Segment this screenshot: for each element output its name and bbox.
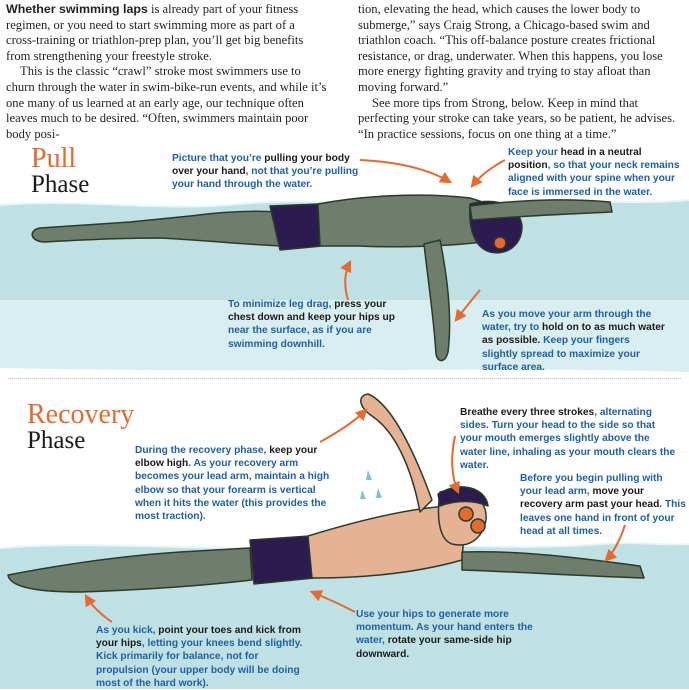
caption-text-bold: . [537, 335, 544, 347]
caption-text-blue: Picture that you’re [172, 153, 265, 164]
section-divider [8, 378, 681, 379]
article-paragraph: This is the classic “crawl” stroke most swimmers use to churn through the water in swim-bike-run events, and while it’s one many of us learned at an early age, our technique often leaves much to be desired. “Often, swimmers maintain poor body posi- [6, 64, 327, 141]
phase-title-word-1: Recovery [27, 399, 135, 430]
caption-text-bold: move your recovery arm past your head [520, 486, 660, 511]
caption-text-blue: To minimize leg drag, [228, 299, 335, 310]
recovery-arrow-1 [320, 410, 366, 442]
caption-text-bold: keep your elbow high [135, 445, 318, 470]
pull-tip-2 [508, 146, 686, 199]
caption-text-blue: , [245, 166, 252, 178]
pull-tip-3 [228, 298, 410, 351]
recovery-tip-4 [356, 608, 558, 661]
caption-text-blue: Before you begin pulling with your lead arm, [520, 473, 663, 498]
caption-text-blue: . This leaves one hand in front of your head at all times. [520, 499, 686, 537]
caption-text-bold: point your toes and kick from your hips [96, 625, 301, 650]
pull-phase-heading [31, 143, 90, 198]
caption-text-blue: , so that your neck remains aligned with your spine when your face is immersed in the water. [508, 160, 680, 198]
caption-text-bold: hold on to as much water as possible [482, 322, 665, 347]
article-paragraph: tion, elevating the head, which causes the lower body to submerge,” says Craig Strong, a Chicago-based swim and triathlon coach. “This off-balance posture creates frictional resistance, or drag, underwater. When this happens, you lose more energy fighting gravity and trying to stay afloat than moving forward.” [358, 2, 663, 94]
caption-text-blue: Keep your fingers slightly spread to maximize your surface area. [482, 335, 640, 373]
water-splash [360, 470, 382, 499]
caption-text-blue: near the surface, as if you are swimming downhill. [228, 325, 372, 350]
pull-tip-1 [172, 152, 364, 192]
caption-text-blue: , letting your knees bend slightly. Kick primarily for balance, not for propulsion (your upper body will be doing most of the hard work). [96, 638, 303, 689]
caption-text-blue: try to [513, 322, 543, 334]
caption-text-bold: head in a neutral position [508, 147, 642, 172]
article-lead-in: Whether swimming laps [6, 2, 148, 16]
caption-text-blue: Keep your [508, 147, 561, 158]
phase-title-word-1: Pull [31, 143, 77, 174]
pull-arrow-2 [472, 160, 505, 186]
recovery-tip-1 [135, 444, 343, 523]
caption-text-bold: pulling your body over your hand [172, 153, 350, 178]
recovery-tip-5 [96, 624, 308, 690]
phase-title-word-2: Phase [27, 426, 86, 454]
article-text: is already part of your fitness regimen, or you need to start swimming more as part of a cross-training or triathlon-prep plan, you’ll get big benefits from strengthening your freestyle stroke. [6, 2, 304, 63]
recovery-arrow-2 [452, 436, 458, 492]
recovery-tip-3 [520, 472, 686, 538]
caption-text-blue: , alternating sides. Turn your head to the side so that your mouth emerges slightly above the water line, inhaling as your mouth clears the water. [460, 407, 676, 471]
caption-text-bold: Breathe every three strokes [460, 407, 595, 418]
caption-text-bold: press your chest down and keep your hips up [228, 299, 395, 324]
caption-text-bold: rotate your same-side hip downward. [356, 635, 512, 660]
pull-arrow-1 [360, 160, 450, 182]
phase-title-word-2: Phase [31, 170, 90, 198]
caption-text-blue: not that you’re pulling your hand through the water. [172, 166, 359, 191]
caption-text-blue: As you move your arm through the water, [482, 309, 652, 334]
caption-text-blue: During the recovery phase, [135, 445, 270, 456]
caption-text-blue: Use your hips to generate more momentum. [356, 609, 509, 634]
recovery-phase-heading [27, 399, 135, 454]
caption-text-blue: As your hand enters the water, [356, 622, 533, 647]
pull-tip-4 [482, 308, 668, 374]
article-paragraph: See more tips from Strong, below. Keep in mind that perfecting your stroke can take years, so be patient, he advises. “In practice sessions, focus on one thing at a time.” [358, 95, 676, 141]
recovery-tip-2 [460, 406, 678, 472]
caption-text-blue: . As your recovery arm becomes your lead arm, maintain a high elbow so that your forearm is vertical when it hits the water (this provides the most traction). [135, 458, 330, 523]
caption-text-blue: As you kick, [96, 625, 159, 636]
